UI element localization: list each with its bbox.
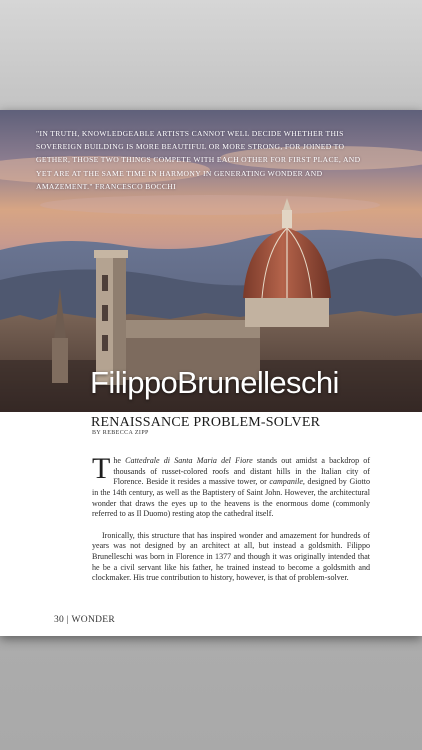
italic-cathedral-name: Cattedrale di Santa Maria del Fiore bbox=[125, 456, 253, 465]
spire-base bbox=[52, 338, 68, 383]
paragraph-1 bbox=[92, 452, 371, 520]
italic-campanile: campanile bbox=[269, 477, 303, 487]
page-footer bbox=[54, 615, 115, 625]
campanile-window bbox=[102, 305, 108, 321]
footer-separator: | bbox=[66, 615, 69, 625]
drum bbox=[245, 295, 329, 327]
paragraph-2: Ironically, this structure that has inspired wonder and amazement for hundreds of years was not designed by an architect at all, but instead a goldsmith. Filippo Brunelleschi was born in Florence in 1377 and though it was originally intended that he be a civil servant like his father, he trained instead to become a goldsmith and clockmaker. His true contribution to history, however, is that of problem-solver. bbox=[92, 530, 370, 583]
text-run: he bbox=[113, 456, 126, 465]
text-run: , designed by Giotto in the 14th century, as well as the Baptistery of Saint John. However, the architectural wonder that draws the eyes up to the heavens is the enormous dome (commonly referred to as Il Duomo) resting atop the cathedral itself. bbox=[92, 477, 371, 519]
text-run: stands out amidst a backdrop of thousands of russet-colored roofs and distant hills in the Italian city of Florence. Beside it resides a massive tower, or bbox=[113, 456, 371, 487]
article-subtitle: RENAISSANCE PROBLEM-SOLVER bbox=[91, 415, 321, 430]
campanile-top bbox=[94, 250, 128, 258]
drop-cap: T bbox=[92, 452, 111, 485]
article-title: FilippoBrunelleschi bbox=[90, 365, 339, 400]
campanile-window bbox=[102, 335, 108, 351]
byline: BY REBECCA ZIPP bbox=[92, 430, 149, 436]
background-top bbox=[0, 0, 422, 110]
cloud bbox=[40, 195, 380, 215]
article-body bbox=[92, 452, 371, 584]
campanile-window bbox=[102, 275, 108, 291]
hero-photo bbox=[0, 110, 422, 412]
page-number: 30 bbox=[54, 615, 65, 625]
opening-quote: "IN TRUTH, KNOWLEDGEABLE ARTISTS CANNOT WELL DECIDE WHETHER THIS SOVEREIGN BUILDING IS MORE BEAUTIFUL OR MORE STRONG, FOR JOINED TO GETHER, THOSE TWO THINGS COMPETE WITH EACH OTHER FOR FIRST PLACE, AND YET ARE AT THE SAME TIME IN HARMONY IN GENERATING WONDER AND AMAZEMENT." FRANCESCO BOCCHI bbox=[36, 129, 361, 191]
lantern bbox=[282, 210, 292, 228]
magazine-name: WONDER bbox=[71, 615, 116, 625]
magazine-page[interactable] bbox=[0, 110, 422, 636]
